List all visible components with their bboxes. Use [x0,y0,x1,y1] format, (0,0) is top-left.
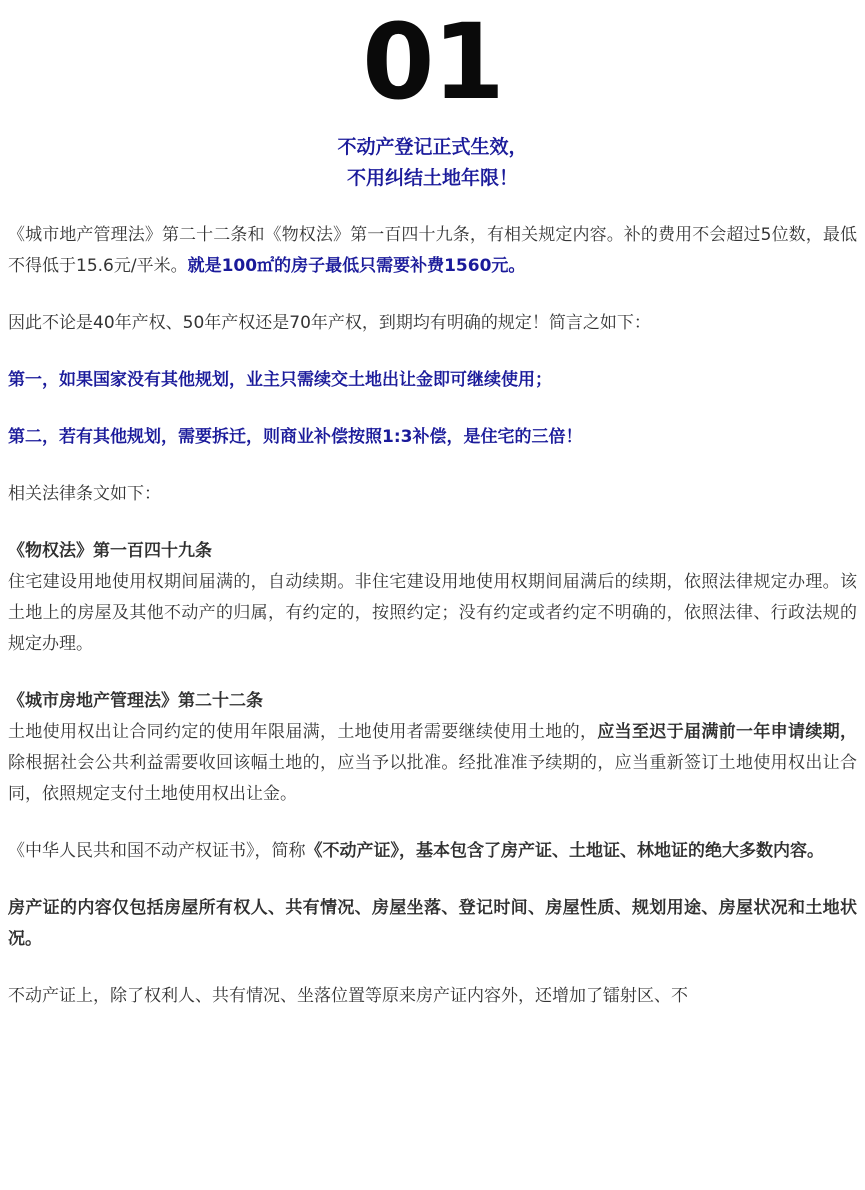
headline-line-1: 不动产登记正式生效， [337,136,528,158]
law-1-body: 住宅建设用地使用权期间届满的，自动续期。非住宅建设用地使用权期间届满后的续期，依照法律规定办理。该土地上的房屋及其他不动产的归属，有约定的，按照约定；没有约定或者约定不明确的，依照法律、行政法规的规定办理。 [8,572,857,654]
paragraph-property-content: 房产证的内容仅包括房屋所有权人、共有情况、房屋坐落、登记时间、房屋性质、规划用途、房屋状况和土地状况。 [8,898,857,949]
law-2-title: 《城市房地产管理法》第二十二条 [8,691,263,711]
paragraph-related-laws: 相关法律条文如下： [8,484,161,504]
article-page [0,1,865,1190]
fee-highlight: 就是100㎡的房子最低只需要补费1560元。 [187,256,526,276]
section-headline [8,132,857,194]
certificate-bold: 《不动产证》，基本包含了房产证、土地证、林地证的绝大多数内容。 [305,841,824,861]
paragraph-law-intro [8,220,857,282]
section-number: 01 [362,1,503,123]
law-intro-text: 《城市地产管理法》第二十二条和《物权法》第一百四十九条，有相关规定内容。补的费用不会超过5位数，最低不得低于15.6元/平米。 [8,225,857,276]
headline-line-2: 不用纠结土地年限！ [346,167,518,189]
paragraph-new-certificate: 不动产证上，除了权利人、共有情况、坐落位置等原来房产证内容外，还增加了镭射区、不 [8,986,688,1006]
point-second: 第二，若有其他规划，需要拆迁，则商业补偿按照1:3补偿，是住宅的三倍！ [8,427,583,447]
paragraph-certificate [8,836,857,867]
law-1-title: 《物权法》第一百四十九条 [8,541,212,561]
law-2-body-bold: 应当至迟于届满前一年申请续期， [597,722,858,742]
law-article-2 [8,686,857,810]
paragraph-summary: 因此不论是40年产权、50年产权还是70年产权，到期均有明确的规定！简言之如下： [8,313,651,333]
point-first: 第一，如果国家没有其他规划，业主只需续交土地出让金即可继续使用； [8,370,552,390]
law-2-body [8,717,857,810]
law-article-1 [8,536,857,660]
certificate-text: 《中华人民共和国不动产权证书》，简称 [8,841,306,861]
law-2-body-end: 除根据社会公共利益需要收回该幅土地的，应当予以批准。经批准准予续期的，应当重新签订土地使用权出让合同，依照规定支付土地使用权出让金。 [8,753,857,804]
law-2-body-start: 土地使用权出让合同约定的使用年限届满，土地使用者需要继续使用土地的， [8,722,598,742]
